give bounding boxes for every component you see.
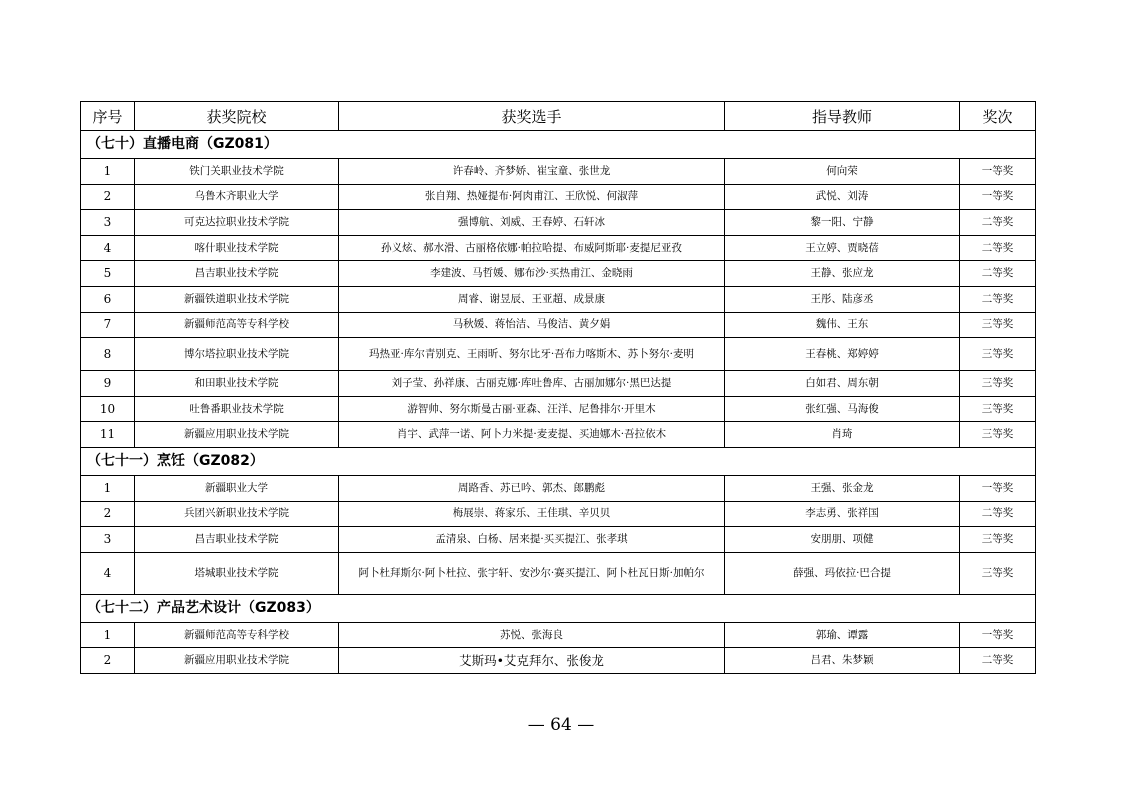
award-cell: 二等奖 xyxy=(960,286,1036,312)
seq-cell: 1 xyxy=(81,622,135,648)
seq-cell: 8 xyxy=(81,338,135,371)
seq-cell: 6 xyxy=(81,286,135,312)
seq-cell: 4 xyxy=(81,552,135,594)
teachers-cell: 安朋朋、项健 xyxy=(725,527,960,553)
table-row xyxy=(81,312,1036,338)
award-cell: 一等奖 xyxy=(960,159,1036,185)
players-cell: 李建波、马哲媛、娜布沙·买热甫江、金晓雨 xyxy=(339,261,725,287)
players-cell: 周睿、谢昱辰、王亚超、成景康 xyxy=(339,286,725,312)
award-cell: 三等奖 xyxy=(960,338,1036,371)
school-cell: 博尔塔拉职业技术学院 xyxy=(135,338,339,371)
school-cell: 塔城职业技术学院 xyxy=(135,552,339,594)
school-cell: 喀什职业技术学院 xyxy=(135,235,339,261)
teachers-cell: 何向荣 xyxy=(725,159,960,185)
table-row xyxy=(81,622,1036,648)
seq-cell: 2 xyxy=(81,184,135,210)
section-row xyxy=(81,594,1036,622)
players-cell: 孙义炫、郝水滑、古丽格依娜·帕拉哈提、布威阿斯耶·麦提尼亚孜 xyxy=(339,235,725,261)
header-row xyxy=(81,102,1036,131)
teachers-cell: 武悦、刘涛 xyxy=(725,184,960,210)
section-title: （七十二）产品艺术设计（GZ083） xyxy=(81,594,1036,622)
school-cell: 昌吉职业技术学院 xyxy=(135,527,339,553)
header-school: 获奖院校 xyxy=(135,102,339,131)
players-cell: 马秋媛、蒋怡洁、马俊洁、黄夕娟 xyxy=(339,312,725,338)
players-cell: 玛热亚·库尔青别克、王雨昕、努尔比牙·吾布力喀斯木、苏卜努尔·麦明 xyxy=(339,338,725,371)
teachers-cell: 肖琦 xyxy=(725,422,960,448)
seq-cell: 4 xyxy=(81,235,135,261)
players-cell: 游智帅、努尔斯曼古丽·亚森、汪洋、尼鲁排尔·开里木 xyxy=(339,396,725,422)
seq-cell: 2 xyxy=(81,648,135,674)
award-cell: 二等奖 xyxy=(960,235,1036,261)
school-cell: 昌吉职业技术学院 xyxy=(135,261,339,287)
teachers-cell: 王春桃、郑婷婷 xyxy=(725,338,960,371)
teachers-cell: 魏伟、王东 xyxy=(725,312,960,338)
teachers-cell: 王静、张应龙 xyxy=(725,261,960,287)
teachers-cell: 白如君、周东朝 xyxy=(725,371,960,397)
award-cell: 一等奖 xyxy=(960,475,1036,501)
header-teachers: 指导教师 xyxy=(725,102,960,131)
header-seq: 序号 xyxy=(81,102,135,131)
section-row xyxy=(81,447,1036,475)
seq-cell: 2 xyxy=(81,501,135,527)
players-cell: 强博航、刘威、王春婷、石轩冰 xyxy=(339,210,725,236)
teachers-cell: 吕君、朱梦颖 xyxy=(725,648,960,674)
school-cell: 乌鲁木齐职业大学 xyxy=(135,184,339,210)
seq-cell: 11 xyxy=(81,422,135,448)
table-row xyxy=(81,261,1036,287)
award-cell: 二等奖 xyxy=(960,648,1036,674)
section-row xyxy=(81,131,1036,159)
players-cell: 苏悦、张海良 xyxy=(339,622,725,648)
page-number: — 64 — xyxy=(527,715,595,735)
award-cell: 二等奖 xyxy=(960,210,1036,236)
table-row xyxy=(81,552,1036,594)
players-cell: 梅展崇、蒋家乐、王佳琪、辛贝贝 xyxy=(339,501,725,527)
school-cell: 铁门关职业技术学院 xyxy=(135,159,339,185)
players-cell: 许春岭、齐梦娇、崔宝童、张世龙 xyxy=(339,159,725,185)
teachers-cell: 李志勇、张祥国 xyxy=(725,501,960,527)
table-row xyxy=(81,159,1036,185)
award-cell: 三等奖 xyxy=(960,527,1036,553)
seq-cell: 5 xyxy=(81,261,135,287)
award-cell: 一等奖 xyxy=(960,184,1036,210)
teachers-cell: 郭瑜、谭露 xyxy=(725,622,960,648)
table-row xyxy=(81,235,1036,261)
table-row xyxy=(81,371,1036,397)
school-cell: 新疆应用职业技术学院 xyxy=(135,648,339,674)
table-body xyxy=(81,131,1036,674)
seq-cell: 3 xyxy=(81,210,135,236)
section-title: （七十一）烹饪（GZ082） xyxy=(81,447,1036,475)
award-table xyxy=(80,101,1036,674)
teachers-cell: 王强、张金龙 xyxy=(725,475,960,501)
players-cell: 阿卜杜拜斯尔·阿卜杜拉、张宇轩、安沙尔·赛买提江、阿卜杜瓦日斯·加帕尔 xyxy=(339,552,725,594)
teachers-cell: 薛强、玛依拉·巴合提 xyxy=(725,552,960,594)
players-cell: 肖宇、武萍一诺、阿卜力米提·麦麦提、买迪娜木·吾拉依木 xyxy=(339,422,725,448)
teachers-cell: 王立婷、贾晓蓓 xyxy=(725,235,960,261)
header-players: 获奖选手 xyxy=(339,102,725,131)
school-cell: 可克达拉职业技术学院 xyxy=(135,210,339,236)
players-cell: 张自翔、热娅提布·阿肉甫江、王欣悦、何淑萍 xyxy=(339,184,725,210)
section-title: （七十）直播电商（GZ081） xyxy=(81,131,1036,159)
table-row xyxy=(81,338,1036,371)
table-row xyxy=(81,648,1036,674)
school-cell: 新疆铁道职业技术学院 xyxy=(135,286,339,312)
players-cell: 刘子莹、孙祥康、古丽克娜·库吐鲁库、古丽加娜尔·黑巴达提 xyxy=(339,371,725,397)
header-award: 奖次 xyxy=(960,102,1036,131)
award-cell: 三等奖 xyxy=(960,552,1036,594)
table-row xyxy=(81,475,1036,501)
award-cell: 一等奖 xyxy=(960,622,1036,648)
award-cell: 三等奖 xyxy=(960,371,1036,397)
table-row xyxy=(81,501,1036,527)
seq-cell: 7 xyxy=(81,312,135,338)
award-cell: 三等奖 xyxy=(960,396,1036,422)
table-row xyxy=(81,286,1036,312)
seq-cell: 3 xyxy=(81,527,135,553)
table-row xyxy=(81,210,1036,236)
teachers-cell: 黎一阳、宁静 xyxy=(725,210,960,236)
table-row xyxy=(81,396,1036,422)
award-cell: 二等奖 xyxy=(960,261,1036,287)
seq-cell: 1 xyxy=(81,159,135,185)
award-cell: 三等奖 xyxy=(960,312,1036,338)
school-cell: 新疆师范高等专科学校 xyxy=(135,312,339,338)
award-cell: 二等奖 xyxy=(960,501,1036,527)
school-cell: 兵团兴新职业技术学院 xyxy=(135,501,339,527)
school-cell: 新疆师范高等专科学校 xyxy=(135,622,339,648)
school-cell: 和田职业技术学院 xyxy=(135,371,339,397)
seq-cell: 10 xyxy=(81,396,135,422)
teachers-cell: 张红强、马海俊 xyxy=(725,396,960,422)
players-cell: 艾斯玛•艾克拜尔、张俊龙 xyxy=(339,648,725,674)
table-row xyxy=(81,422,1036,448)
teachers-cell: 王彤、陆彦丞 xyxy=(725,286,960,312)
school-cell: 新疆应用职业技术学院 xyxy=(135,422,339,448)
seq-cell: 1 xyxy=(81,475,135,501)
school-cell: 吐鲁番职业技术学院 xyxy=(135,396,339,422)
seq-cell: 9 xyxy=(81,371,135,397)
table-row xyxy=(81,184,1036,210)
school-cell: 新疆职业大学 xyxy=(135,475,339,501)
players-cell: 孟清泉、白杨、居来提·买买提江、张孝琪 xyxy=(339,527,725,553)
table-row xyxy=(81,527,1036,553)
players-cell: 周路香、苏已吟、郭杰、郎鹏彪 xyxy=(339,475,725,501)
award-cell: 三等奖 xyxy=(960,422,1036,448)
